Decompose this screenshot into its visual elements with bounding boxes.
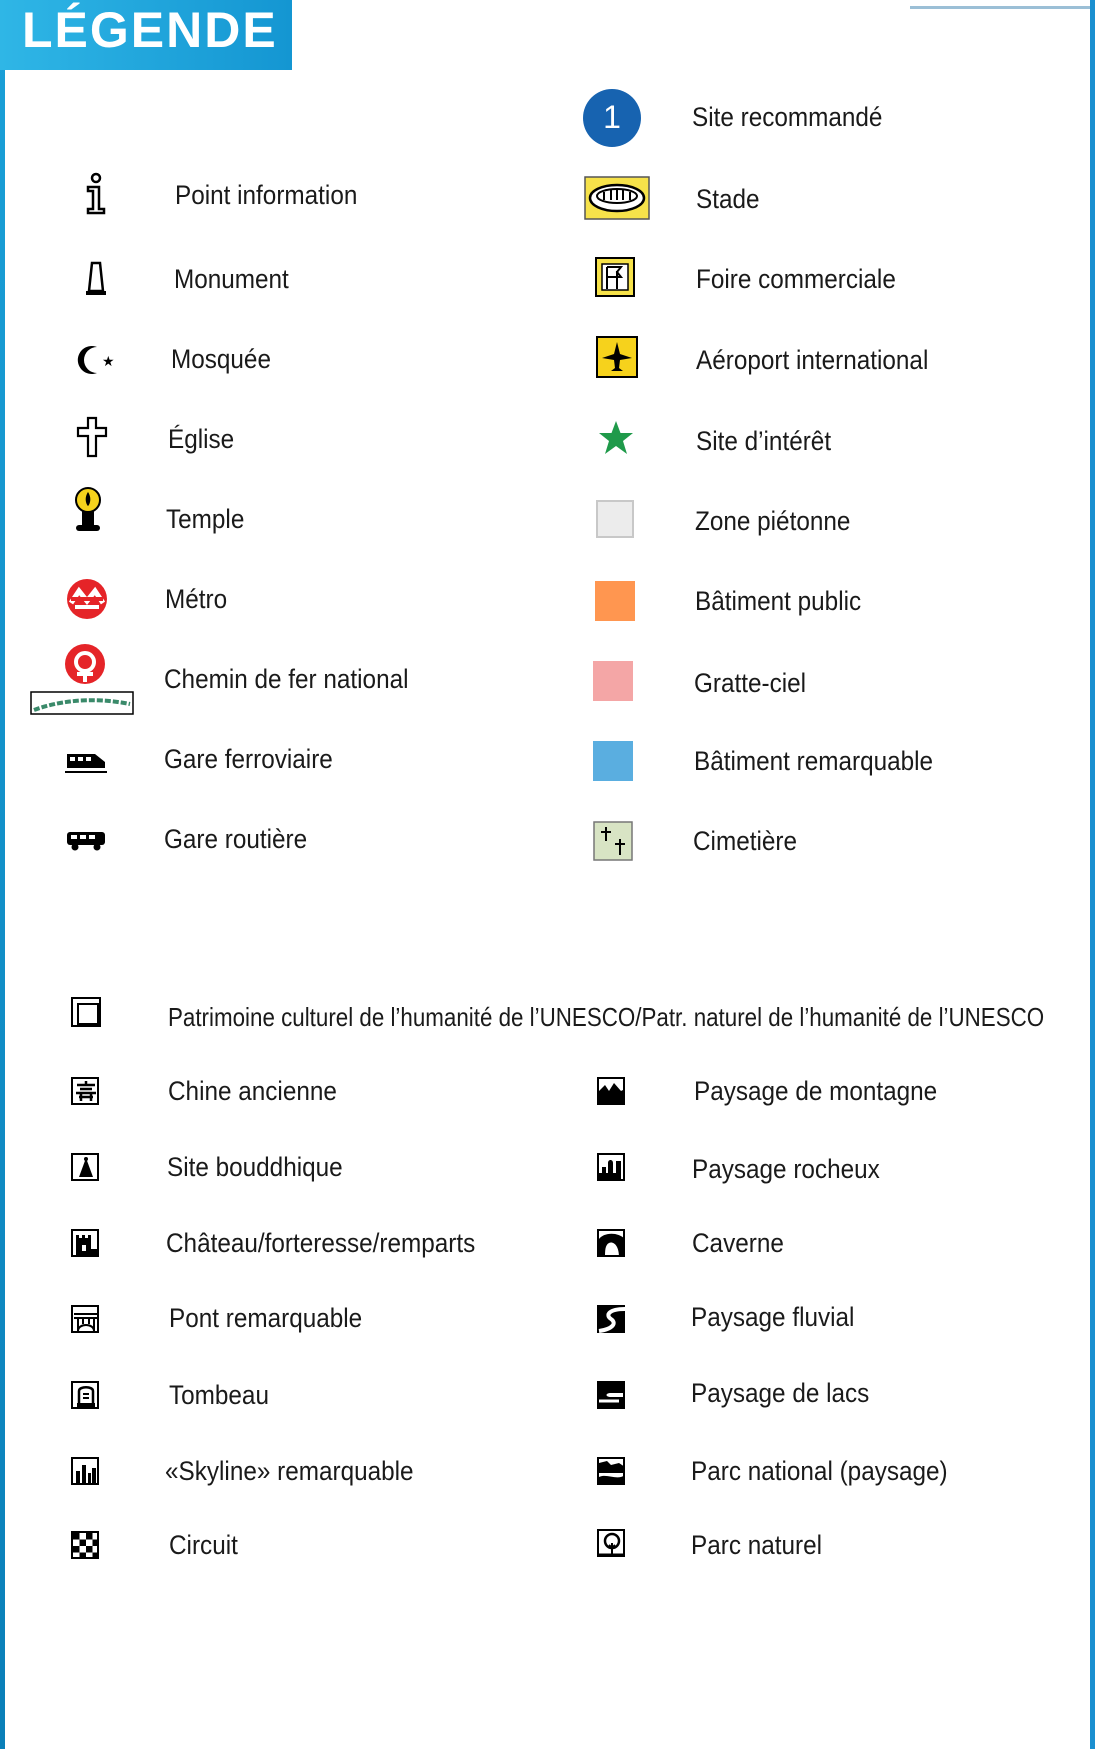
cemetery-icon [592, 820, 634, 862]
unesco-icon [70, 996, 102, 1028]
legend-label: Gratte-ciel [694, 668, 807, 698]
pedestrian-zone-swatch [594, 498, 636, 540]
right-edge-stripe [1090, 0, 1095, 1749]
legend-label: Cimetière [693, 826, 797, 856]
legend-label: «Skyline» remarquable [165, 1456, 414, 1486]
public-building-swatch [594, 580, 636, 622]
rocks-icon [596, 1152, 626, 1182]
legend-label: Bâtiment public [695, 586, 862, 616]
legend-label: Bâtiment remarquable [694, 746, 934, 776]
legend-label: Patrimoine culturel de l’humanité de l’UNESCO/Patr. naturel de l’humanité de l’UNESCO [168, 1002, 1045, 1032]
legend-label: Aéroport international [696, 345, 929, 375]
bridge-icon [70, 1304, 100, 1334]
legend-label: Site d’intérêt [696, 426, 832, 456]
ancient-china-icon [70, 1076, 100, 1106]
church-icon [74, 416, 110, 458]
trade-fair-icon [594, 256, 636, 298]
airport-icon [596, 336, 638, 378]
legend-label: Paysage de montagne [694, 1076, 938, 1106]
railway-icon [30, 642, 134, 716]
castle-icon [70, 1228, 100, 1258]
top-edge-line [910, 6, 1090, 9]
circuit-icon [70, 1530, 100, 1560]
lake-icon [596, 1380, 626, 1410]
buddhist-site-icon [70, 1152, 100, 1182]
monument-icon [82, 262, 110, 296]
stadium-icon [584, 176, 650, 220]
cave-icon [596, 1228, 626, 1258]
river-icon [596, 1304, 626, 1334]
legend-title: LÉGENDE [0, 0, 292, 70]
star-icon [596, 418, 636, 458]
metro-icon [64, 576, 110, 622]
temple-icon [70, 486, 106, 534]
recommended-site-number: 1 [603, 99, 621, 135]
mosque-icon [74, 342, 114, 378]
legend-label: Paysage fluvial [691, 1302, 855, 1332]
legend-label: Chine ancienne [168, 1076, 337, 1106]
legend-label: Point information [175, 180, 358, 210]
national-park-icon [596, 1456, 626, 1486]
legend-label: Paysage rocheux [692, 1154, 880, 1184]
info-icon [80, 172, 112, 216]
legend-label: Site bouddhique [167, 1152, 343, 1182]
skyline-icon [70, 1456, 100, 1486]
svg-text:★: ★ [102, 354, 115, 370]
train-station-icon [64, 746, 108, 776]
legend-label: Site recommandé [692, 102, 883, 132]
tomb-icon [70, 1380, 100, 1410]
legend-label: Parc naturel [691, 1530, 823, 1560]
legend-label: Stade [696, 184, 760, 214]
legend-label: Chemin de fer national [164, 664, 409, 694]
legend-label: Foire commerciale [696, 264, 896, 294]
legend-label: Circuit [169, 1530, 238, 1560]
notable-building-swatch [592, 740, 634, 782]
legend-label: Gare routière [164, 824, 308, 854]
legend-label: Temple [166, 504, 245, 534]
bus-station-icon [64, 826, 108, 854]
legend-label: Paysage de lacs [691, 1378, 870, 1408]
legend-label: Métro [165, 584, 228, 614]
legend-label: Caverne [692, 1228, 784, 1258]
left-edge-stripe [0, 0, 5, 1749]
legend-label: Zone piétonne [695, 506, 851, 536]
skyscraper-swatch [592, 660, 634, 702]
nature-park-icon [596, 1528, 626, 1558]
legend-label: Pont remarquable [169, 1303, 363, 1333]
recommended-site-icon [582, 88, 642, 148]
legend-label: Église [168, 424, 235, 454]
legend-label: Gare ferroviaire [164, 744, 333, 774]
mountain-icon [596, 1076, 626, 1106]
legend-label: Monument [174, 264, 289, 294]
legend-label: Château/forteresse/remparts [166, 1228, 476, 1258]
legend-label: Parc national (paysage) [691, 1456, 948, 1486]
legend-label: Mosquée [171, 344, 271, 374]
legend-label: Tombeau [169, 1380, 269, 1410]
